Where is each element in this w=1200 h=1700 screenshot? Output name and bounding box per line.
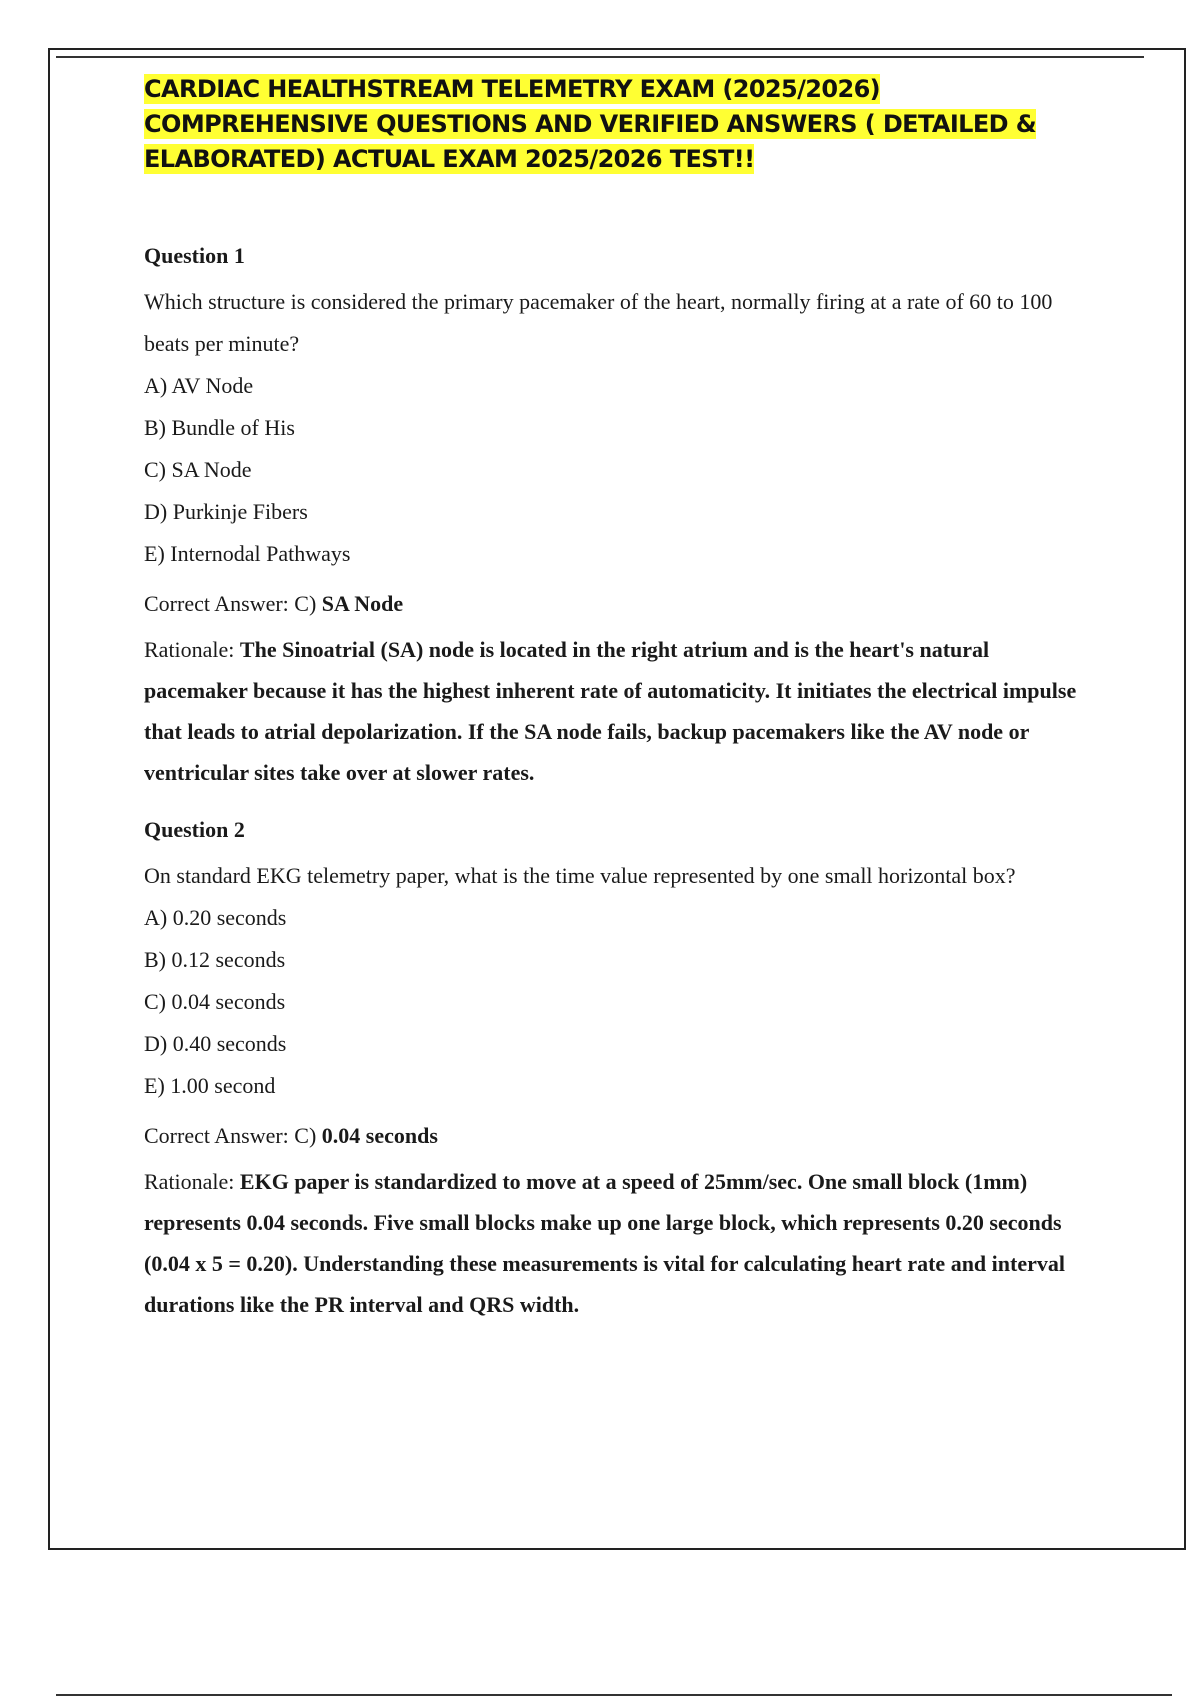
option-e: E) 1.00 second xyxy=(144,1073,276,1098)
document-title xyxy=(144,72,1094,177)
answer-options xyxy=(144,365,1094,575)
question-2 xyxy=(144,815,1094,1325)
rationale-label: Rationale: xyxy=(144,1169,235,1194)
rationale-text: EKG paper is standardized to move at a speed of 25mm/sec. One small block (1mm) represents 0.04 seconds. Five small blocks make up one large block, which represents 0.20 seconds (0.04 x 5 = 0.20). Understanding these measurements is vital for calculating heart rate and interval durations like the PR interval and QRS width. xyxy=(144,1169,1065,1317)
rationale-text: The Sinoatrial (SA) node is located in the right atrium and is the heart's natural pacemaker because it has the highest inherent rate of automaticity. It initiates the electrical impulse that leads to atrial depolarization. If the SA node fails, backup pacemakers like the AV node or ventricular sites take over at slower rates. xyxy=(144,637,1077,785)
correct-answer xyxy=(144,589,1094,619)
option-b: B) Bundle of His xyxy=(144,415,295,440)
answer-value: 0.04 seconds xyxy=(321,1123,438,1148)
option-c: C) SA Node xyxy=(144,457,252,482)
option-c: C) 0.04 seconds xyxy=(144,989,286,1014)
rationale-label: Rationale: xyxy=(144,637,235,662)
document-content xyxy=(144,72,1094,1325)
option-d: D) 0.40 seconds xyxy=(144,1031,287,1056)
option-a: A) AV Node xyxy=(144,373,254,398)
question-heading: Question 2 xyxy=(144,817,245,842)
answer-label: Correct Answer: C) xyxy=(144,591,317,616)
title-highlight: CARDIAC HEALTHSTREAM TELEMETRY EXAM (2025/2026) COMPREHENSIVE QUESTIONS AND VERIFIED ANSWERS ( DETAILED & ELABORATED) ACTUAL EXAM 2025/2026 TEST!! xyxy=(144,75,1037,173)
option-e: E) Internodal Pathways xyxy=(144,541,351,566)
question-1 xyxy=(144,241,1094,793)
top-rule xyxy=(56,56,1144,58)
question-text: On standard EKG telemetry paper, what is the time value represented by one small horizontal box? xyxy=(144,863,1016,888)
option-a: A) 0.20 seconds xyxy=(144,905,287,930)
option-d: D) Purkinje Fibers xyxy=(144,499,308,524)
answer-label: Correct Answer: C) xyxy=(144,1123,317,1148)
answer-value: SA Node xyxy=(321,591,404,616)
answer-options xyxy=(144,897,1094,1107)
correct-answer xyxy=(144,1121,1094,1151)
rationale xyxy=(144,629,1094,793)
question-text: Which structure is considered the primary pacemaker of the heart, normally firing at a rate of 60 to 100 beats per minute? xyxy=(144,289,1053,356)
bottom-rule xyxy=(56,1694,1172,1696)
option-b: B) 0.12 seconds xyxy=(144,947,286,972)
rationale xyxy=(144,1161,1094,1325)
question-heading: Question 1 xyxy=(144,243,245,268)
